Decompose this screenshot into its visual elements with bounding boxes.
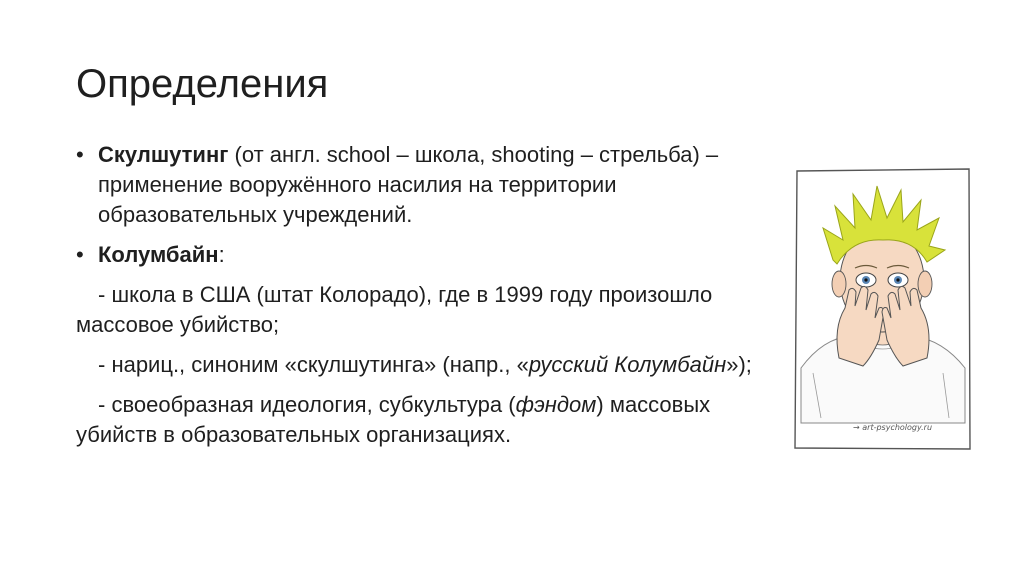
- slide-title: Определения: [76, 62, 329, 106]
- picture-caption: → art-psychology.ru: [853, 423, 933, 432]
- columbine-meaning-3: [76, 390, 776, 450]
- bullet-dot: •: [76, 242, 84, 267]
- meaning-3-italic: фэндом: [515, 392, 597, 417]
- meaning-3-prefix: - своеобразная идеология, субкультура (: [98, 392, 516, 417]
- meaning-2-italic: русский Колумбайн: [528, 352, 727, 377]
- frightened-boy-illustration: [793, 168, 971, 450]
- term-columbine: Колумбайн: [98, 242, 219, 267]
- columbine-colon: :: [218, 242, 225, 267]
- bullet-columbine: [76, 240, 776, 270]
- term-skulshuting: Скулшутинг: [98, 142, 229, 167]
- meaning-1-text: - школа в США (штат Колорадо), где в 1999 году произошло массовое убийство;: [76, 282, 713, 337]
- bullet-dot: •: [76, 142, 84, 167]
- bullet-skulshuting: [76, 140, 776, 230]
- meaning-2-prefix: - нариц., синоним «скулшутинга» (напр., «: [98, 352, 529, 377]
- columbine-meaning-2: [76, 350, 776, 380]
- columbine-meaning-1: [76, 280, 776, 340]
- meaning-3-suffix: ) массовых убийств в образовательных организациях.: [76, 392, 711, 447]
- definition-skulshuting: (от англ. school – школа, shooting – стрельба) – применение вооружённого насилия на территории образовательных учреждений.: [98, 142, 719, 227]
- slide-body: [76, 140, 776, 460]
- meaning-2-suffix: »);: [726, 352, 752, 377]
